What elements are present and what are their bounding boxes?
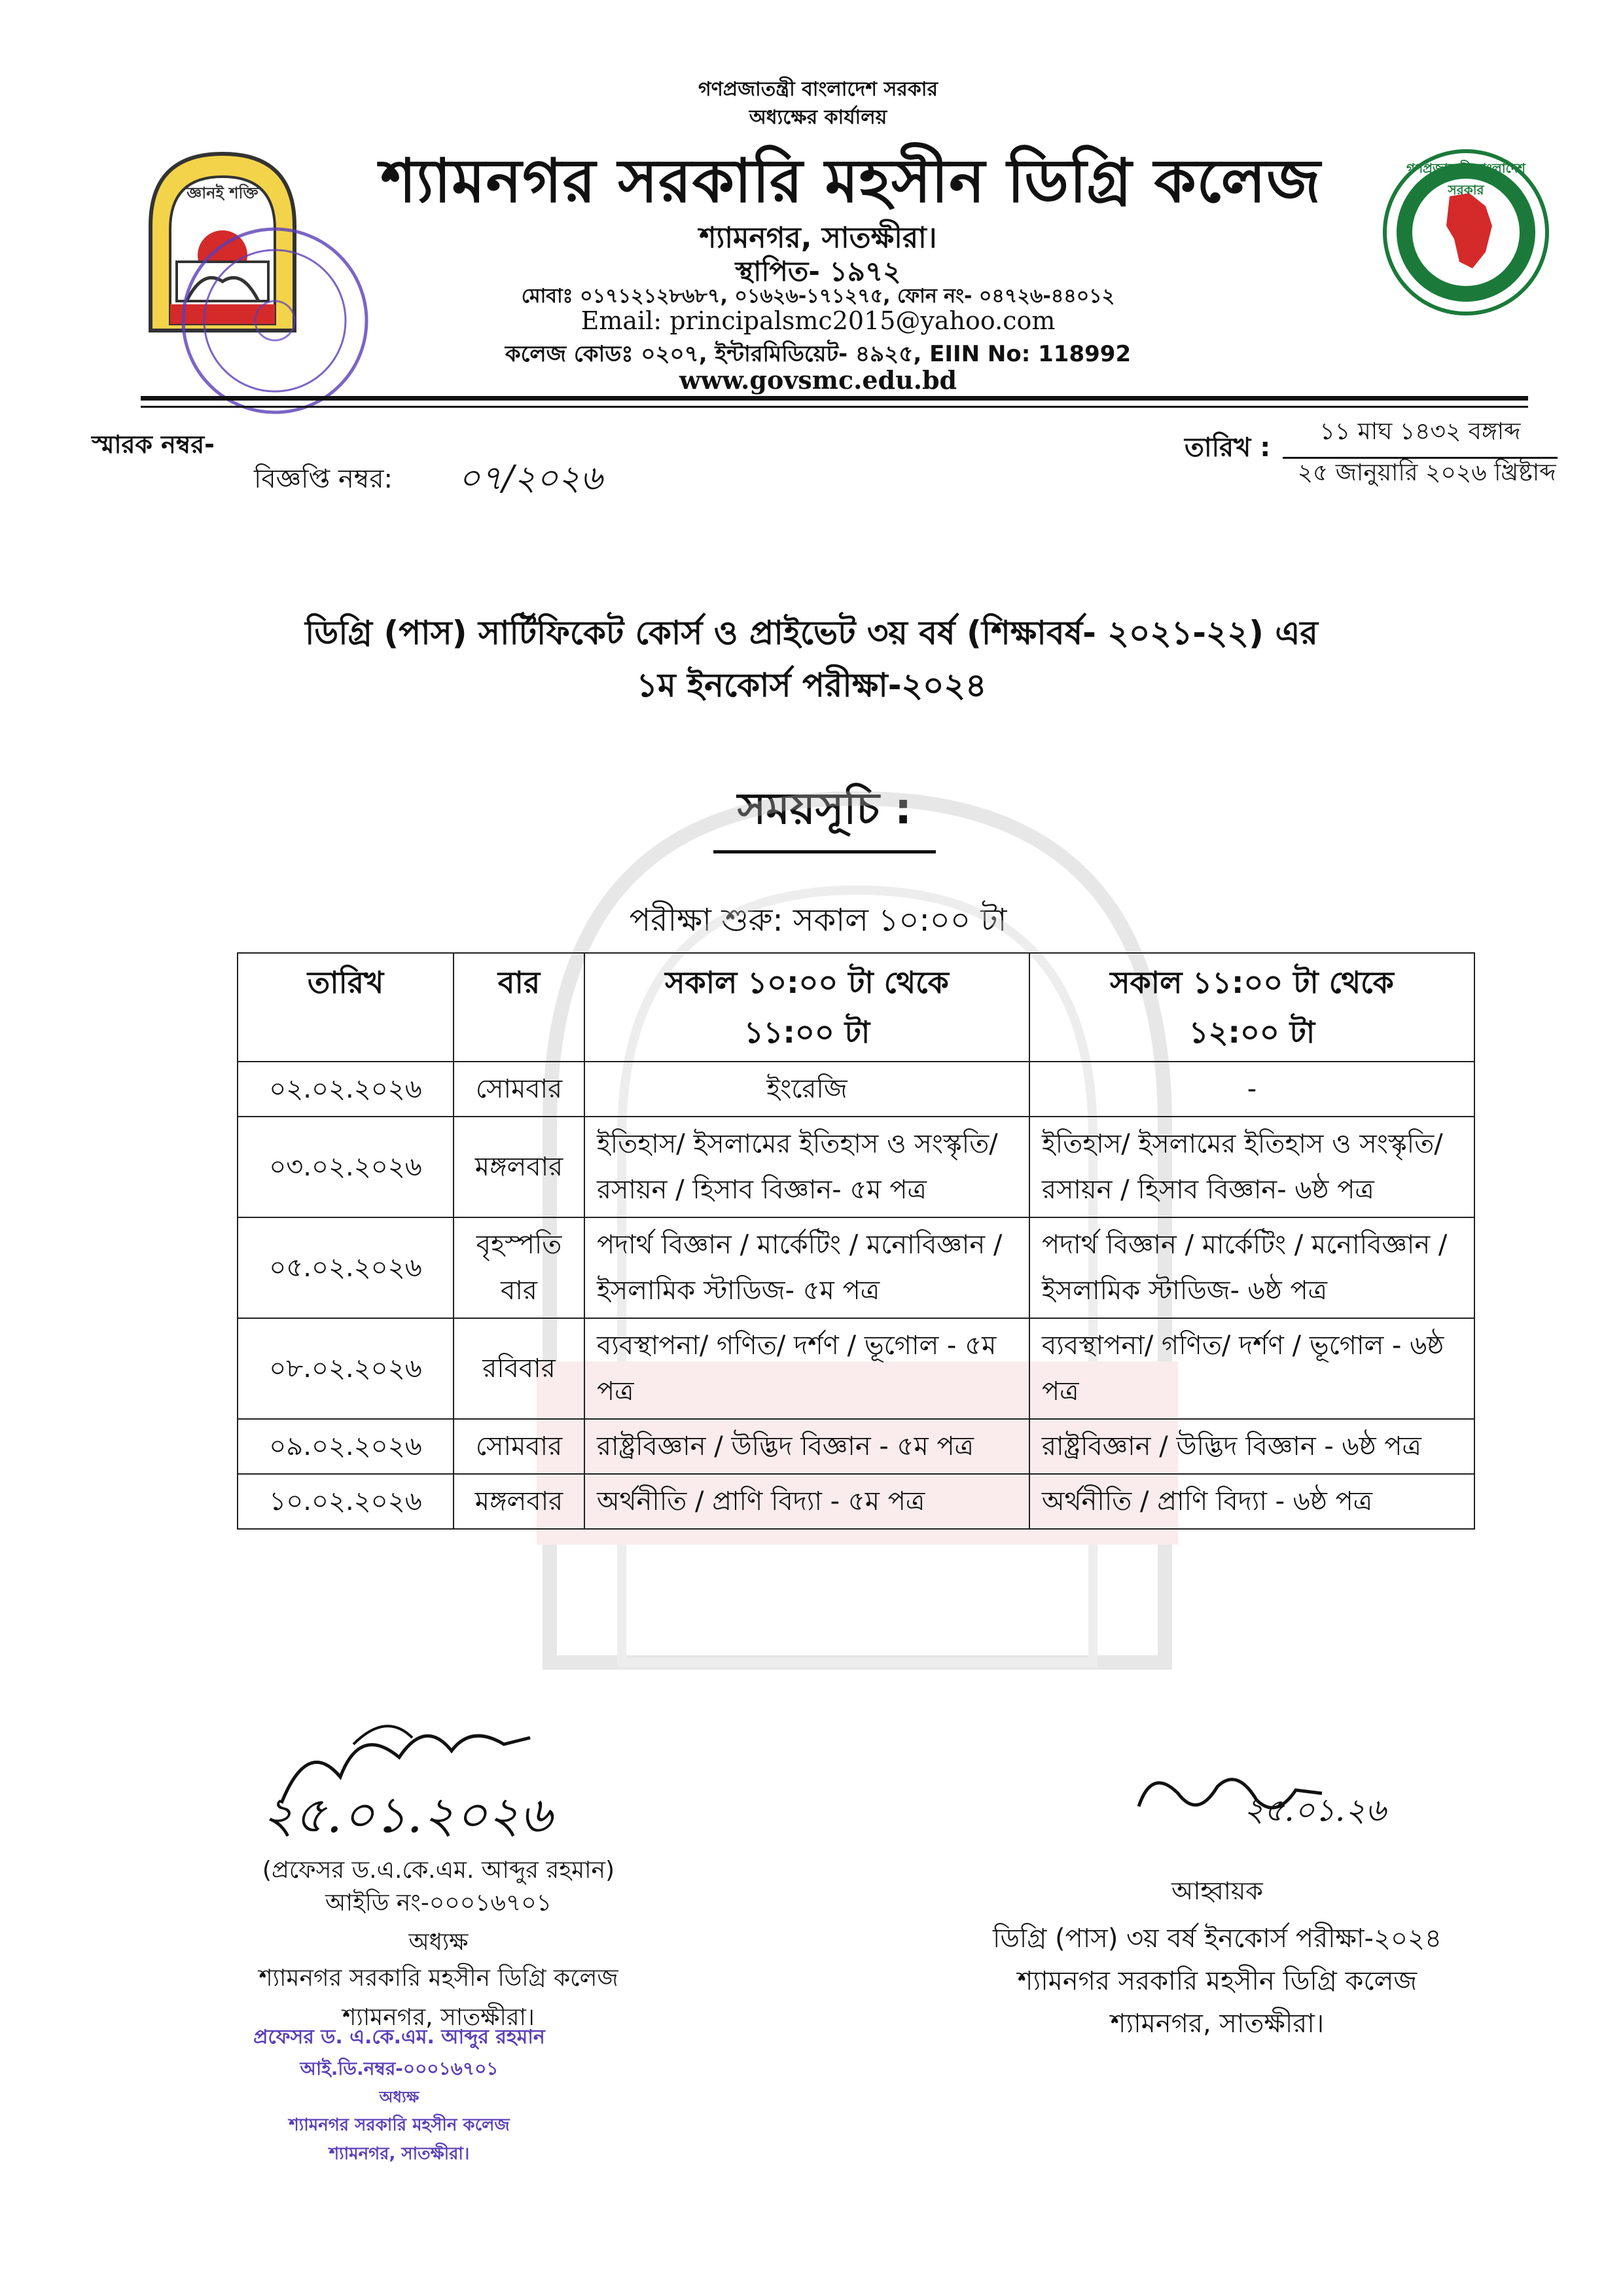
established-year: স্থাপিত- ১৯৭২ [735, 255, 901, 287]
row-date: ০৫.০২.২০২৬ [238, 1217, 454, 1318]
office-line: অধ্যক্ষের কার্যালয় [749, 106, 887, 129]
principal-name: (প্রফেসর ড.এ.কে.এম. আব্দুর রহমান) [262, 1857, 615, 1884]
table-row [238, 1419, 1474, 1474]
college-seal-stamp [177, 223, 373, 419]
row-slot2: - [1029, 1062, 1474, 1117]
exam-schedule-table [237, 952, 1475, 1530]
table-row [238, 1062, 1474, 1117]
principal-place: শ্যামনগর, সাতক্ষীরা। [342, 2004, 535, 2031]
college-codes: কলেজ কোডঃ ০২০৭, ইন্টারমিডিয়েট- ৪৯২৫, EIIN No: 118992 [505, 341, 1132, 367]
header-slot2: সকাল ১১:০০ টা থেকে ১২:০০ টা [1029, 953, 1474, 1062]
principal-signature-date: ২৫.০১.২০২৬ [262, 1785, 552, 1844]
row-slot2: ব্যবস্থাপনা/ গণিত/ দর্শণ / ভূগোল - ৬ষ্ঠ পত্র [1029, 1318, 1474, 1419]
government-logo [1381, 147, 1551, 317]
header-day: বার [454, 953, 584, 1062]
convener-committee: ডিগ্রি (পাস) ৩য় বর্ষ ইনকোর্স পরীক্ষা-২০২৪ [993, 1924, 1442, 1954]
schedule-heading: সময়সূচি : [713, 776, 936, 853]
row-slot1: অর্থনীতি / প্রাণি বিদ্যা - ৫ম পত্র [584, 1474, 1029, 1529]
row-day: রবিবার [454, 1318, 584, 1419]
row-date: ০৩.০২.২০২৬ [238, 1117, 454, 1217]
row-slot2: অর্থনীতি / প্রাণি বিদ্যা - ৬ষ্ঠ পত্র [1029, 1474, 1474, 1529]
row-day: বৃহস্পতি বার [454, 1217, 584, 1318]
date-english: ২৫ জানুয়ারি ২০২৬ খ্রিষ্টাব্দ [1297, 459, 1556, 486]
college-name: শ্যামনগর সরকারি মহসীন ডিগ্রি কলেজ [380, 146, 1321, 216]
notice-title-line2: ১ম ইনকোর্স পরীক্ষা-২০২৪ [636, 666, 987, 704]
table-row [238, 1117, 1474, 1217]
table-header-row [238, 953, 1474, 1062]
principal-id: আইডি নং-০০০১৬৭০১ [325, 1890, 552, 1916]
row-day: সোমবার [454, 1419, 584, 1474]
row-date: ০২.০২.২০২৬ [238, 1062, 454, 1117]
college-website: www.govsmc.edu.bd [679, 365, 957, 395]
header-rule-thin [141, 406, 1528, 408]
college-location: শ্যামনগর, সাতক্ষীরা। [699, 221, 937, 255]
convener-place: শ্যামনগর, সাতক্ষীরা। [1110, 2009, 1325, 2039]
seal-line-place: শ্যামনগর, সাতক্ষীরা। [329, 2144, 470, 2164]
header-date: তারিখ [238, 953, 454, 1062]
govt-line: গণপ্রজাতন্ত্রী বাংলাদেশ সরকার [698, 78, 938, 101]
table-row [238, 1474, 1474, 1529]
principal-signature [255, 1698, 648, 1856]
notice-number: ০৭/২০২৬ [458, 459, 603, 498]
seal-line-designation: অধ্যক্ষ [379, 2088, 419, 2106]
government-logo-text: গণপ্রজাতন্ত্রী বাংলাদেশ সরকার [1406, 160, 1526, 198]
college-logo-motto: জ্ঞানই শক্তি [187, 184, 259, 202]
row-slot2: ইতিহাস/ ইসলামের ইতিহাস ও সংস্কৃতি/রসায়ন / হিসাব বিজ্ঞান- ৬ষ্ঠ পত্র [1029, 1117, 1474, 1217]
row-slot1: রাষ্ট্রবিজ্ঞান / উদ্ভিদ বিজ্ঞান - ৫ম পত্র [584, 1419, 1029, 1474]
exam-start-time: পরীক্ষা শুরু: সকাল ১০:০০ টা [629, 902, 1007, 939]
convener-signature-date: ২৫.০১.২৬ [1243, 1792, 1386, 1829]
header-slot1: সকাল ১০:০০ টা থেকে ১১:০০ টা [584, 953, 1029, 1062]
principal-designation: অধ্যক্ষ [408, 1929, 469, 1956]
table-row [238, 1217, 1474, 1318]
row-slot2: পদার্থ বিজ্ঞান / মার্কেটিং / মনোবিজ্ঞান / ইসলামিক স্টাডিজ- ৬ষ্ঠ পত্র [1029, 1217, 1474, 1318]
contact-email: Email: principalsmc2015@yahoo.com [580, 306, 1056, 335]
notice-label: বিজ্ঞপ্তি নম্বর: [254, 464, 393, 494]
seal-line-id: আই.ডি.নম্বর-০০০১৬৭০১ [300, 2058, 499, 2079]
row-slot2: রাষ্ট্রবিজ্ঞান / উদ্ভিদ বিজ্ঞান - ৬ষ্ঠ পত্র [1029, 1419, 1474, 1474]
header-rule-thick [141, 396, 1528, 401]
row-slot1: ইতিহাস/ ইসলামের ইতিহাস ও সংস্কৃতি/রসায়ন / হিসাব বিজ্ঞান- ৫ম পত্র [584, 1117, 1029, 1217]
row-day: সোমবার [454, 1062, 584, 1117]
row-slot1: ব্যবস্থাপনা/ গণিত/ দর্শণ / ভূগোল - ৫ম পত্র [584, 1318, 1029, 1419]
seal-line-college: শ্যামনগর সরকারি মহসীন কলেজ [289, 2115, 510, 2135]
row-date: ০৮.০২.২০২৬ [238, 1318, 454, 1419]
convener-signature [1126, 1754, 1387, 1846]
seal-line-name: প্রফেসর ড. এ.কে.এম. আব্দুর রহমান [253, 2026, 545, 2049]
row-date: ০৯.০২.২০২৬ [238, 1419, 454, 1474]
principal-college: শ্যামনগর সরকারি মহসীন ডিগ্রি কলেজ [259, 1965, 618, 1992]
date-label: তারিখ : [1185, 433, 1271, 463]
row-day: মঙ্গলবার [454, 1474, 584, 1529]
contact-phone: মোবাঃ ০১৭১২১২৮৬৮৭, ০১৬২৬-১৭১২৭৫, ফোন নং- ০৪৭২৬-৪৪০১২ [521, 285, 1115, 308]
convener-role: আহ্বায়ক [1171, 1876, 1263, 1905]
row-date: ১০.০২.২০২৬ [238, 1474, 454, 1529]
convener-college: শ্যামনগর সরকারি মহসীন ডিগ্রি কলেজ [1017, 1966, 1418, 1996]
row-slot1: পদার্থ বিজ্ঞান / মার্কেটিং / মনোবিজ্ঞান / ইসলামিক স্টাডিজ- ৫ম পত্র [584, 1217, 1029, 1318]
notice-title-line1: ডিগ্রি (পাস) সার্টিফিকেট কোর্স ও প্রাইভেট ৩য় বর্ষ (শিক্ষাবর্ষ- ২০২১-২২) এর [305, 614, 1318, 652]
date-bangla: ১১ মাঘ ১৪৩২ বঙ্গাব্দ [1283, 414, 1558, 459]
row-day: মঙ্গলবার [454, 1117, 584, 1217]
table-row [238, 1318, 1474, 1419]
principal-seal-stamp [229, 2021, 569, 2169]
row-slot1: ইংরেজি [584, 1062, 1029, 1117]
memo-label: স্মারক নম্বর- [92, 430, 215, 459]
